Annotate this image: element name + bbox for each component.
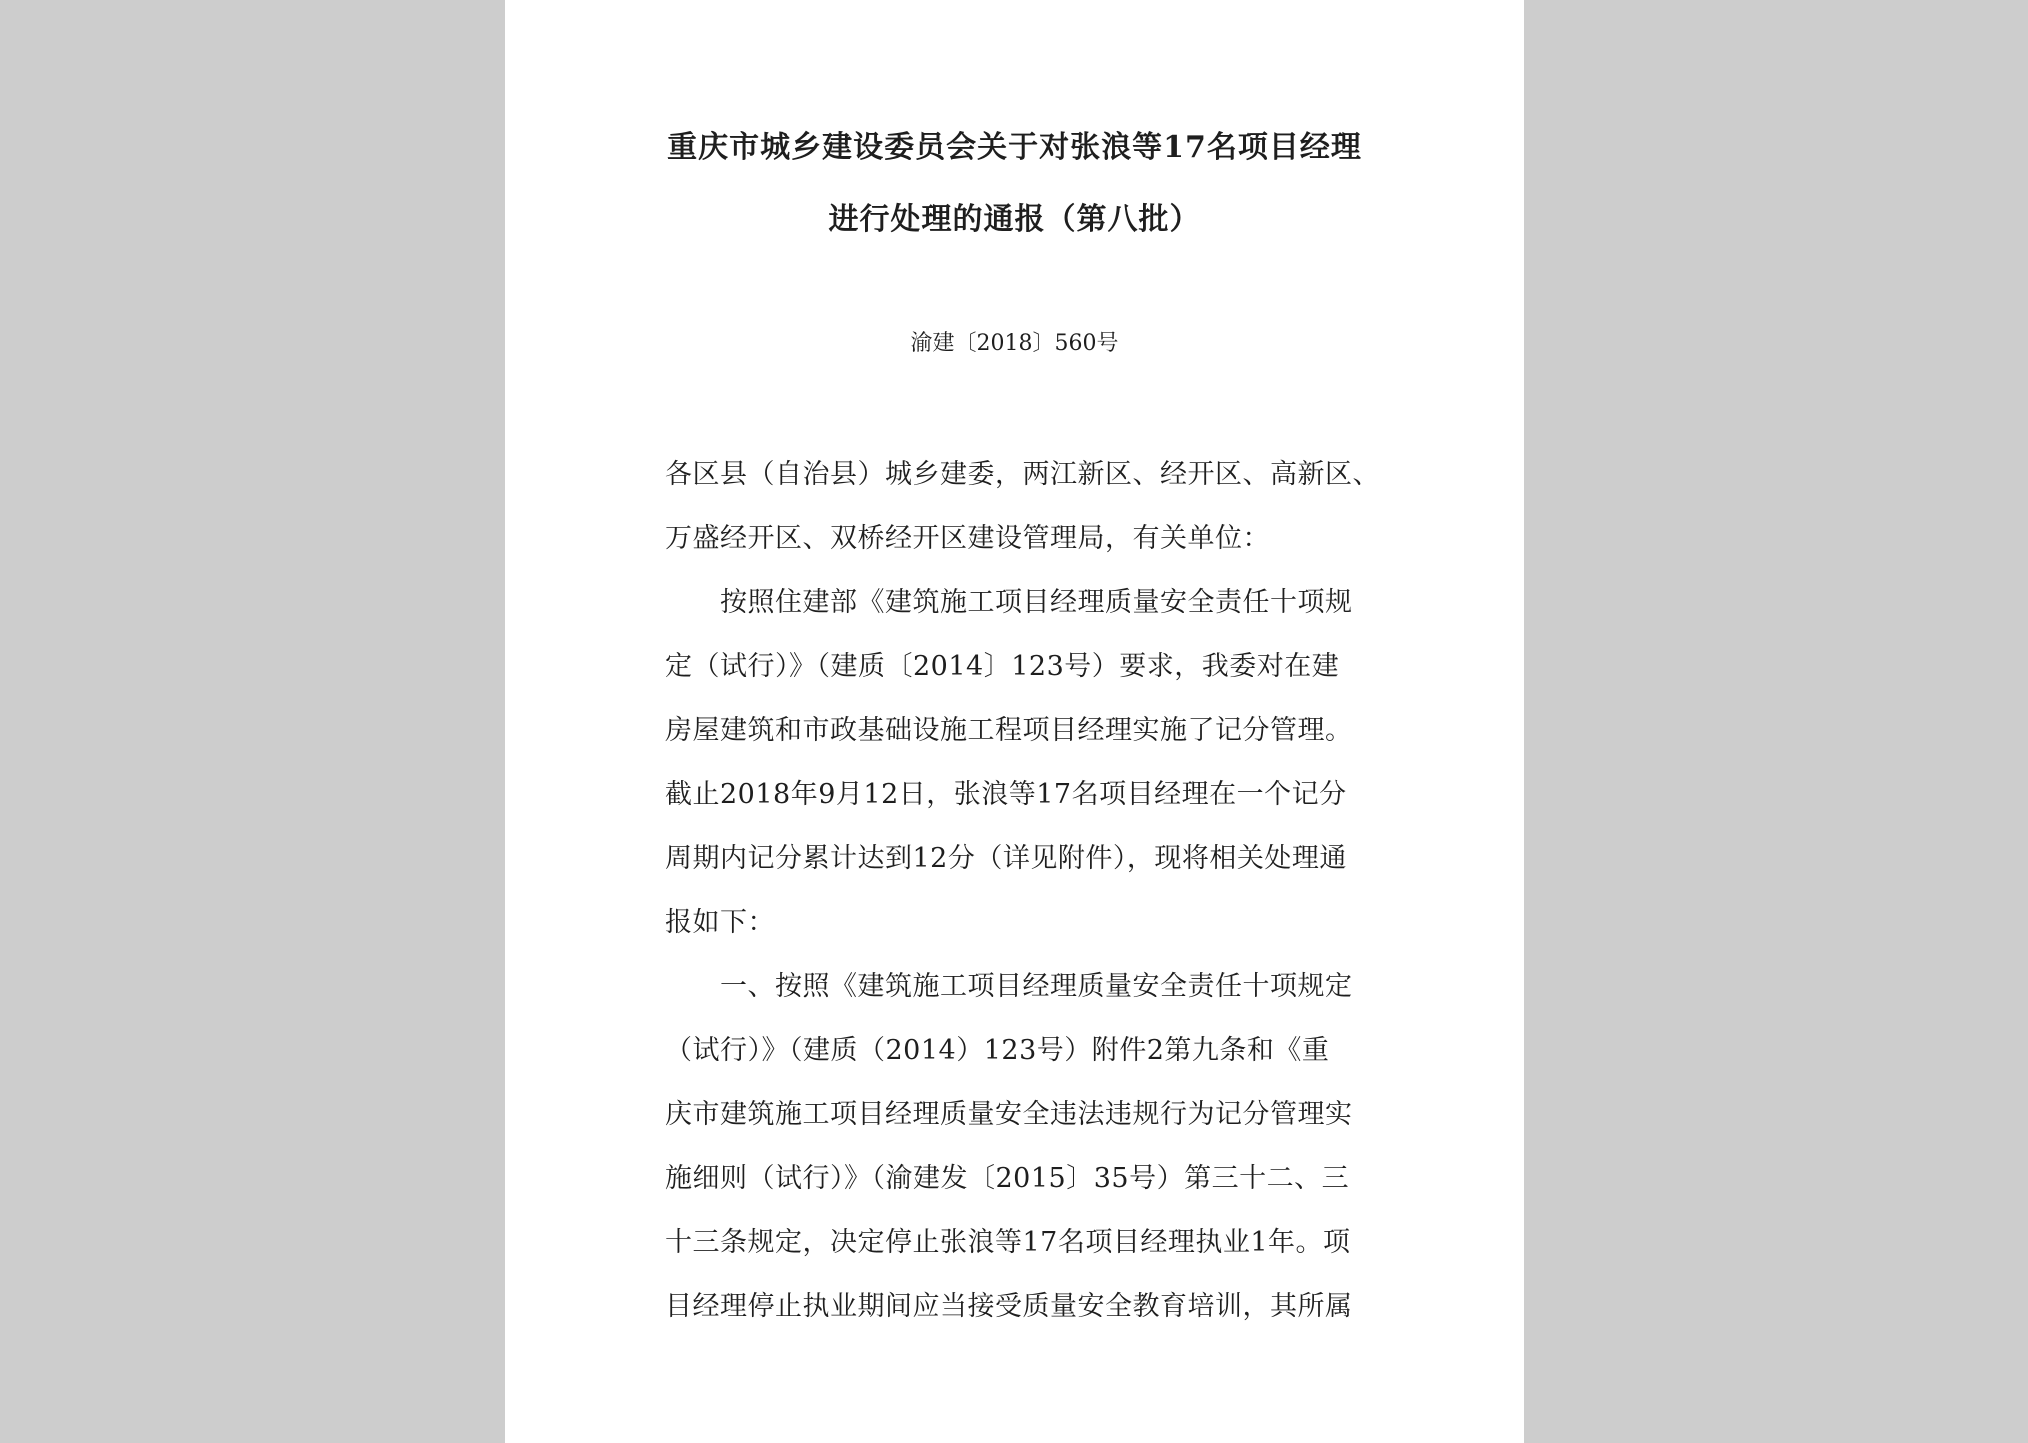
document-page: [505, 0, 1524, 1443]
body-line: 报如下：: [665, 907, 775, 938]
document-title-line-1: 重庆市城乡建设委员会关于对张浪等17名项目经理: [667, 130, 1362, 165]
body-line: （试行）》（建质（2014）123号）附件2第九条和《重: [665, 1035, 1330, 1066]
body-line: 截止2018年9月12日，张浪等17名项目经理在一个记分: [665, 779, 1347, 810]
body-line: 万盛经开区、双桥经开区建设管理局，有关单位：: [665, 523, 1270, 554]
body-line: 目经理停止执业期间应当接受质量安全教育培训，其所属: [665, 1291, 1353, 1322]
body-line: 房屋建筑和市政基础设施工程项目经理实施了记分管理。: [665, 715, 1353, 746]
document-number: 渝建〔2018〕560号: [910, 331, 1119, 356]
body-line: 一、按照《建筑施工项目经理质量安全责任十项规定: [720, 971, 1353, 1002]
document-title-line-2: 进行处理的通报（第八批）: [828, 202, 1201, 237]
body-line: 庆市建筑施工项目经理质量安全违法违规行为记分管理实: [665, 1099, 1353, 1130]
body-line: 施细则（试行）》（渝建发〔2015〕35号）第三十二、三: [665, 1163, 1350, 1194]
body-line: 周期内记分累计达到12分（详见附件），现将相关处理通: [665, 843, 1347, 874]
body-line: 十三条规定，决定停止张浪等17名项目经理执业1年。项: [665, 1227, 1351, 1258]
body-line: 各区县（自治县）城乡建委，两江新区、经开区、高新区、: [665, 459, 1380, 490]
body-line: 按照住建部《建筑施工项目经理质量安全责任十项规: [720, 587, 1353, 618]
body-line: 定（试行）》（建质〔2014〕123号）要求，我委对在建: [665, 651, 1340, 682]
